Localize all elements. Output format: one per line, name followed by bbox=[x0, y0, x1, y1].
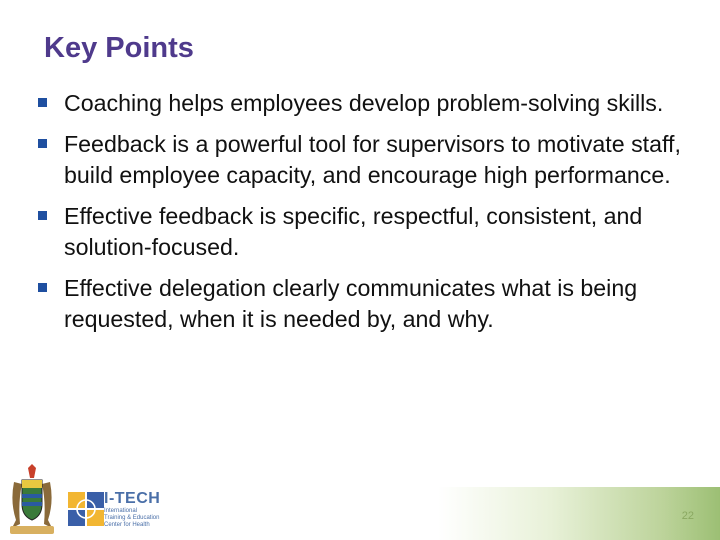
itech-subtitle-line: Training & Education bbox=[104, 515, 160, 521]
slide-title: Key Points bbox=[44, 32, 194, 64]
itech-name: I-TECH bbox=[104, 490, 161, 507]
footer-gradient-band bbox=[438, 487, 720, 540]
bullet-marker-icon bbox=[38, 139, 47, 148]
bullet-text: Coaching helps employees develop problem-solving skills. bbox=[64, 90, 664, 116]
bullet-marker-icon bbox=[38, 98, 47, 107]
bullet-marker-icon bbox=[38, 283, 47, 292]
slide-number: 22 bbox=[681, 510, 694, 522]
bullet-list bbox=[36, 88, 712, 345]
bullet-text: Effective delegation clearly communicates what is being requested, when it is needed by, and why. bbox=[64, 275, 638, 332]
itech-subtitle-line: International bbox=[104, 508, 138, 514]
bullet-marker-icon bbox=[38, 211, 47, 220]
bullet-item bbox=[36, 201, 712, 263]
itech-subtitle bbox=[104, 508, 174, 529]
coat-of-arms-icon bbox=[4, 462, 60, 538]
bullet-text: Feedback is a powerful tool for supervisors to motivate staff, build employee capacity, and encourage high performance. bbox=[64, 131, 681, 188]
bullet-text: Effective feedback is specific, respectful, consistent, and solution-focused. bbox=[64, 203, 643, 260]
itech-logo-icon bbox=[66, 490, 108, 528]
itech-subtitle-line: Center for Health bbox=[104, 522, 150, 528]
bullet-item bbox=[36, 273, 712, 335]
bullet-item bbox=[36, 88, 712, 119]
bullet-item bbox=[36, 129, 712, 191]
